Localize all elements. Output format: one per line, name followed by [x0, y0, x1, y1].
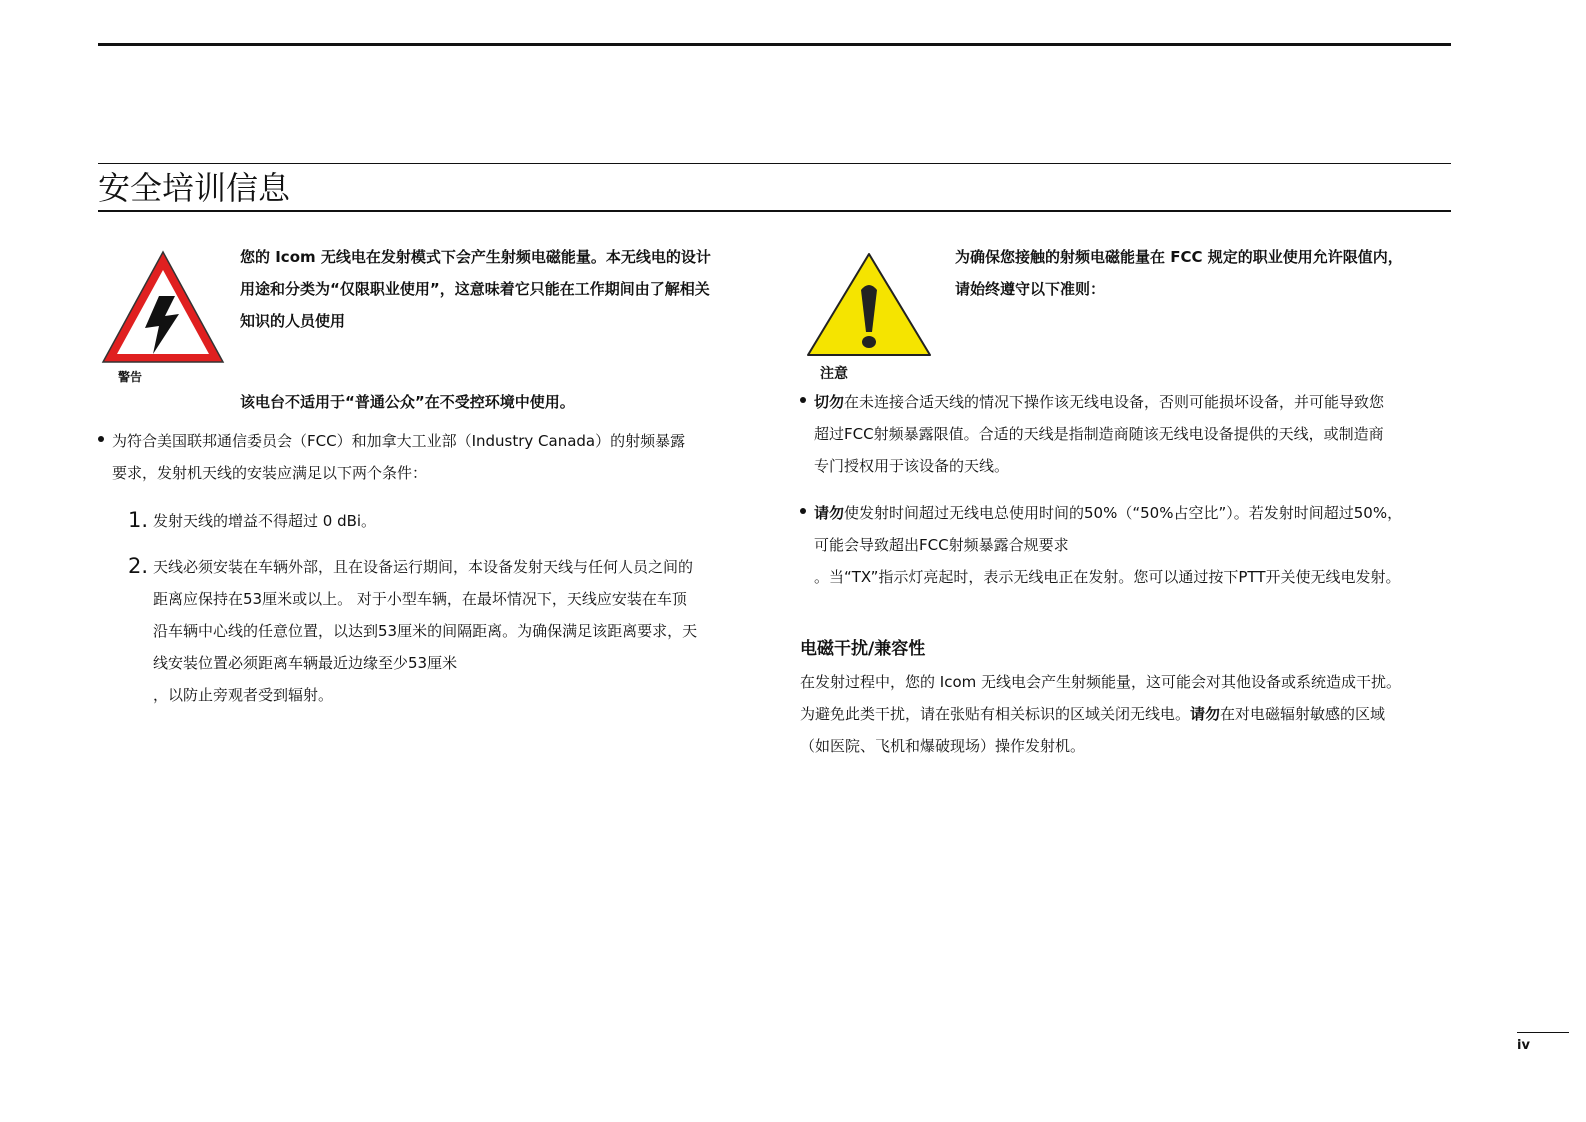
caution-caption: 注意 — [820, 366, 848, 382]
right-intro-line: 为确保您接触的射频电磁能量在 FCC 规定的职业使用允许限值内， — [955, 248, 1403, 266]
warning-caption: 警告 — [118, 370, 143, 384]
page-number-rule — [1517, 1032, 1569, 1033]
emi-body — [800, 666, 1401, 762]
fcc-bullet-line: 为符合美国联邦通信委员会（FCC）和加拿大工业部（Industry Canada）的射频暴露 — [112, 432, 686, 450]
right-intro-line: 请始终遵守以下准则： — [955, 280, 1106, 298]
right-intro — [955, 241, 1403, 305]
bullet-dot — [800, 397, 806, 403]
item1-line: 发射天线的增益不得超过 0 dBi。 — [153, 512, 377, 530]
antenna-bullet-line: 超过FCC射频暴露限值。合适的天线是指制造商随该无线电设备提供的天线，或制造商 — [814, 425, 1384, 443]
bullet-dot — [98, 436, 104, 442]
lead-word: 切勿 — [814, 393, 845, 411]
antenna-bullet-line: 专门授权用于该设备的天线。 — [814, 457, 1010, 475]
emi-line — [800, 698, 1401, 730]
title-top-rule — [98, 163, 1451, 164]
emi-line: （如医院、飞机和爆破现场）操作发射机。 — [800, 737, 1086, 755]
duty-cycle-bullet-line: 可能会导致超出FCC射频暴露合规要求 — [814, 536, 1069, 554]
left-intro — [240, 241, 711, 337]
emi-line: 在发射过程中，您的 Icom 无线电会产生射频能量，这可能会对其他设备或系统造成干扰。 — [800, 673, 1402, 691]
emi-text: 为避免此类干扰，请在张贴有相关标识的区域关闭无线电。 — [800, 705, 1191, 723]
item1-number: 1. — [128, 508, 149, 532]
duty-cycle-bullet-line: 。当“TX”指示灯亮起时，表示无线电正在发射。您可以通过按下PTT开关使无线电发射。 — [814, 568, 1401, 586]
item2-line: 天线必须安装在车辆外部，且在设备运行期间，本设备发射天线与任何人员之间的 — [153, 558, 694, 576]
line-rest: 使发射时间超过无线电总使用时间的50%（“50%占空比”）。若发射时间超过50%， — [844, 504, 1403, 522]
top-rule — [98, 43, 1451, 46]
item2-line: 沿车辆中心线的任意位置，以达到53厘米的间隔距离。为确保满足该距离要求，天 — [153, 622, 698, 640]
left-intro-line: 知识的人员使用 — [240, 312, 346, 330]
public-note: 该电台不适用于“普通公众”在不受控环境中使用。 — [240, 393, 575, 411]
caution-icon — [806, 252, 932, 358]
page-title: 安全培训信息 — [98, 169, 291, 207]
item2-text — [153, 551, 697, 711]
item2-line: ，以防止旁观者受到辐射。 — [153, 686, 334, 704]
page-number: iv — [1517, 1038, 1530, 1053]
exclamation-caution-icon — [806, 252, 932, 358]
antenna-bullet-line1 — [814, 386, 1384, 418]
item2-number: 2. — [128, 554, 149, 578]
bullet-dot — [800, 508, 806, 514]
high-voltage-warning-icon — [101, 250, 225, 366]
fcc-bullet-line: 要求，发射机天线的安装应满足以下两个条件： — [112, 464, 428, 482]
item2-line: 线安装位置必须距离车辆最近边缘至少53厘米 — [153, 654, 458, 672]
left-intro-line: 您的 Icom 无线电在发射模式下会产生射频电磁能量。本无线电的设计 — [240, 248, 711, 266]
left-intro-line: 用途和分类为“仅限职业使用”，这意味着它只能在工作期间由了解相关 — [240, 280, 710, 298]
item1-text — [153, 505, 376, 537]
emi-heading: 电磁干扰/兼容性 — [800, 639, 926, 659]
title-bottom-rule — [98, 210, 1451, 212]
line-rest: 在未连接合适天线的情况下操作该无线电设备，否则可能损坏设备，并可能导致您 — [844, 393, 1385, 411]
fcc-bullet — [112, 425, 685, 489]
duty-cycle-bullet — [814, 497, 1402, 593]
warning-icon — [101, 250, 225, 366]
emi-text: 在对电磁辐射敏感的区域 — [1220, 705, 1386, 723]
duty-cycle-bullet-line1 — [814, 497, 1402, 529]
emi-bold-text: 请勿 — [1190, 705, 1221, 723]
lead-word: 请勿 — [814, 504, 845, 522]
antenna-bullet — [814, 386, 1384, 482]
item2-line: 距离应保持在53厘米或以上。 对于小型车辆，在最坏情况下，天线应安装在车顶 — [153, 590, 687, 608]
